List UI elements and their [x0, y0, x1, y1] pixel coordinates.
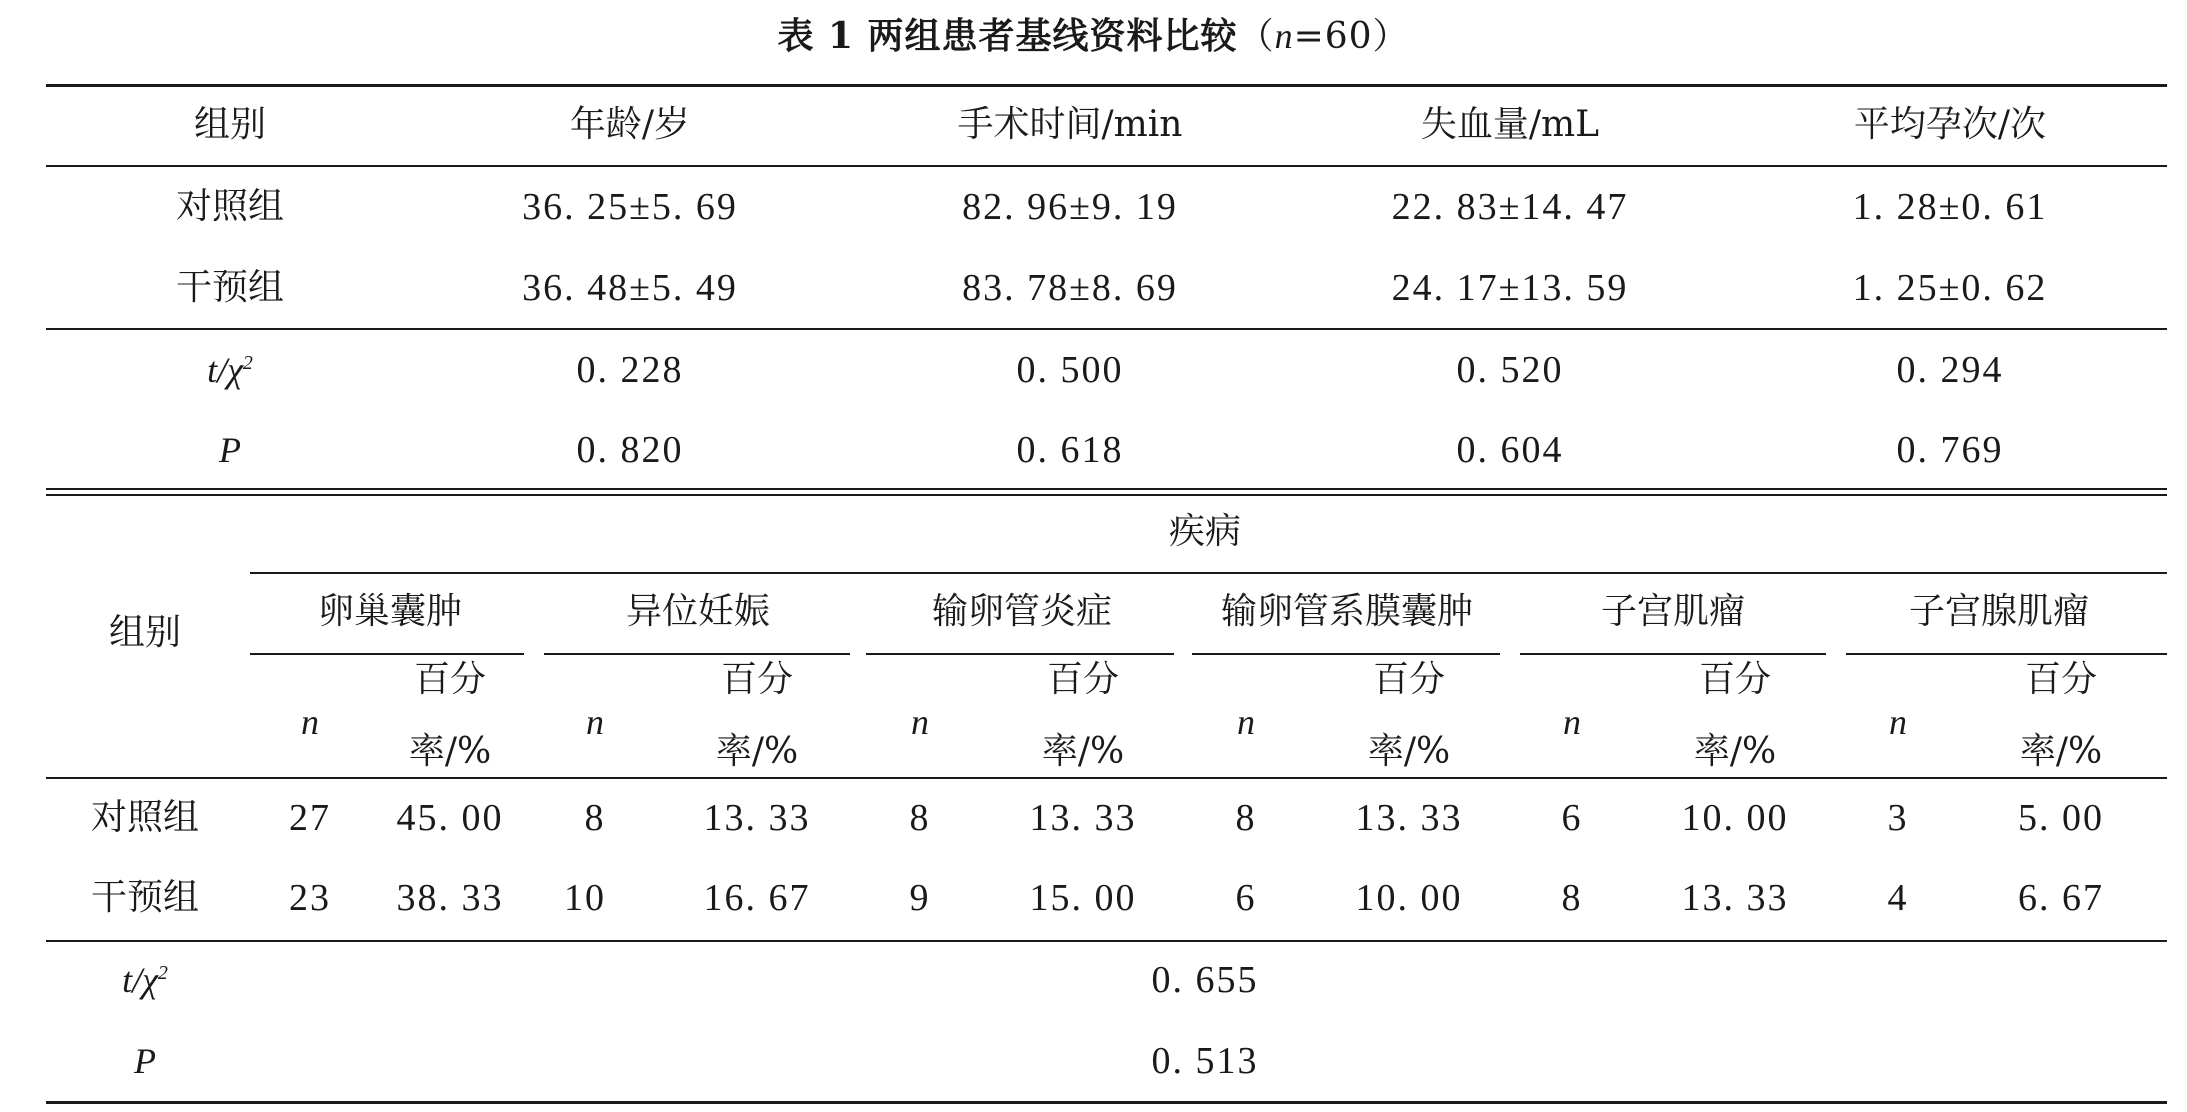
t2-row-control-v7: 8: [1235, 797, 1257, 839]
t2-row-intervention-v9: 8: [1561, 877, 1583, 919]
t2-sub-n-6: n: [1889, 702, 1907, 742]
t2-row-intervention-v6: 15. 00: [1029, 877, 1137, 919]
table-caption: [0, 8, 2187, 59]
t2-disease-salpingitis: 输卵管炎症: [931, 591, 1113, 632]
t2-row-control-v3: 8: [584, 797, 606, 839]
t1-row-control-group: 对照组: [175, 186, 285, 227]
t2-disease-rule-5: [1520, 653, 1826, 655]
t1-header-surgery-time: 手术时间/min: [957, 104, 1183, 145]
t2-sub-pct-4a: 百分: [1372, 659, 1446, 700]
t2-row-intervention-v11: 4: [1887, 877, 1909, 919]
t2-row-control-v6: 13. 33: [1029, 797, 1137, 839]
t1-stat-t-label: $t/\chi^2$: [207, 350, 253, 390]
t1-row-intervention-preg: 1. 25±0. 62: [1852, 267, 2048, 309]
t1-row-control-time: 82. 96±9. 19: [962, 186, 1178, 228]
table2-header-rule: [46, 777, 2167, 779]
t2-disease-rule-2: [544, 653, 850, 655]
t2-header-group: 组别: [108, 612, 182, 653]
t2-disease-rule-4: [1192, 653, 1500, 655]
t2-row-intervention-v7: 6: [1235, 877, 1257, 919]
t2-row-control-group: 对照组: [90, 797, 200, 838]
t2-sub-pct-3b: 率/%: [1041, 731, 1125, 772]
t2-sub-n-1: n: [301, 702, 319, 742]
t1-row-control-blood: 22. 83±14. 47: [1391, 186, 1629, 228]
table2-stats-rule: [46, 940, 2167, 942]
t1-row-control-preg: 1. 28±0. 61: [1852, 186, 2048, 228]
t2-disease-adenomyoma: 子宫腺肌瘤: [1908, 591, 2090, 632]
table1-stats-rule: [46, 328, 2167, 330]
t1-stat-t-blood: 0. 520: [1456, 349, 1564, 391]
t1-stat-t-time: 0. 500: [1016, 349, 1124, 391]
t2-row-control-v5: 8: [909, 797, 931, 839]
caption-main: 表 1 两组患者基线资料比较: [777, 15, 1238, 57]
t2-row-intervention-v4: 16. 67: [703, 877, 811, 919]
t2-disease-ovarian-cyst: 卵巢囊肿: [317, 591, 463, 632]
t2-sub-pct-2b: 率/%: [715, 731, 799, 772]
caption-prefix: （: [1237, 16, 1275, 57]
t1-header-pregnancies: 平均孕次/次: [1853, 104, 2047, 145]
t2-row-intervention-v2: 38. 33: [396, 877, 504, 919]
table1-top-rule: [46, 84, 2167, 87]
t2-row-control-v10: 10. 00: [1681, 797, 1789, 839]
t2-stat-p-label: P: [134, 1041, 156, 1081]
t2-sub-pct-5b: 率/%: [1693, 731, 1777, 772]
t1-row-intervention-age: 36. 48±5. 49: [522, 267, 738, 309]
table2-bottom-rule: [46, 1101, 2167, 1104]
t2-row-intervention-v5: 9: [909, 877, 931, 919]
t1-row-intervention-group: 干预组: [175, 267, 285, 308]
t2-sub-pct-1a: 百分: [413, 659, 487, 700]
t1-stat-p-preg: 0. 769: [1896, 429, 2004, 471]
t2-row-intervention-v3: 10: [564, 877, 606, 919]
t1-stat-t-preg: 0. 294: [1896, 349, 2004, 391]
t2-sub-n-2: n: [586, 702, 604, 742]
t1-stat-p-age: 0. 820: [576, 429, 684, 471]
t1-row-intervention-blood: 24. 17±13. 59: [1391, 267, 1629, 309]
t2-disease-rule-6: [1846, 653, 2167, 655]
t2-sub-pct-6b: 率/%: [2019, 731, 2103, 772]
t1-header-blood-loss: 失血量/mL: [1420, 104, 1600, 145]
t2-row-intervention-v12: 6. 67: [2018, 877, 2104, 919]
t2-span-header-disease: 疾病: [1168, 511, 1242, 552]
t2-disease-rule-1: [250, 653, 524, 655]
t2-sub-n-4: n: [1237, 702, 1255, 742]
t2-stat-t-value: 0. 655: [1151, 959, 1259, 1001]
t2-row-intervention-v8: 10. 00: [1355, 877, 1463, 919]
t2-row-intervention-v1: 23: [289, 877, 331, 919]
t2-sub-pct-4b: 率/%: [1367, 731, 1451, 772]
t2-stat-t-label: $t/\chi^2$: [122, 960, 168, 1000]
t1-header-group: 组别: [193, 104, 267, 145]
table1-header-rule: [46, 165, 2167, 167]
t2-row-control-v4: 13. 33: [703, 797, 811, 839]
t2-row-intervention-group: 干预组: [90, 877, 200, 918]
t2-sub-n-3: n: [911, 702, 929, 742]
t2-stat-p-value: 0. 513: [1151, 1040, 1259, 1082]
caption-n-symbol: n: [1274, 16, 1294, 56]
t2-row-control-v1: 27: [289, 797, 331, 839]
t2-row-control-v2: 45. 00: [396, 797, 504, 839]
t2-row-intervention-v10: 13. 33: [1681, 877, 1789, 919]
t2-sub-n-5: n: [1563, 702, 1581, 742]
t2-row-control-v9: 6: [1561, 797, 1583, 839]
t2-disease-mesosalpinx-cyst: 输卵管系膜囊肿: [1220, 591, 1474, 632]
t2-disease-rule-3: [866, 653, 1174, 655]
t2-row-control-v12: 5. 00: [2018, 797, 2104, 839]
t2-row-control-v8: 13. 33: [1355, 797, 1463, 839]
t2-sub-pct-2a: 百分: [720, 659, 794, 700]
t1-row-control-age: 36. 25±5. 69: [522, 186, 738, 228]
t1-header-age: 年龄/岁: [569, 104, 691, 145]
t1-stat-t-age: 0. 228: [576, 349, 684, 391]
t1-stat-p-blood: 0. 604: [1456, 429, 1564, 471]
t2-sub-pct-1b: 率/%: [408, 731, 492, 772]
table-separator-rule-1: [46, 488, 2167, 490]
table-separator-rule-2: [46, 494, 2167, 496]
t1-stat-p-label: P: [219, 430, 241, 470]
caption-suffix: =60）: [1293, 16, 1410, 57]
t2-disease-ectopic-pregnancy: 异位妊娠: [625, 591, 771, 632]
t2-span-rule: [250, 572, 2167, 574]
t2-sub-pct-5a: 百分: [1698, 659, 1772, 700]
t2-sub-pct-3a: 百分: [1046, 659, 1120, 700]
t1-row-intervention-time: 83. 78±8. 69: [962, 267, 1178, 309]
t2-row-control-v11: 3: [1887, 797, 1909, 839]
t1-stat-p-time: 0. 618: [1016, 429, 1124, 471]
t2-sub-pct-6a: 百分: [2024, 659, 2098, 700]
t2-disease-uterine-fibroid: 子宫肌瘤: [1600, 591, 1746, 632]
